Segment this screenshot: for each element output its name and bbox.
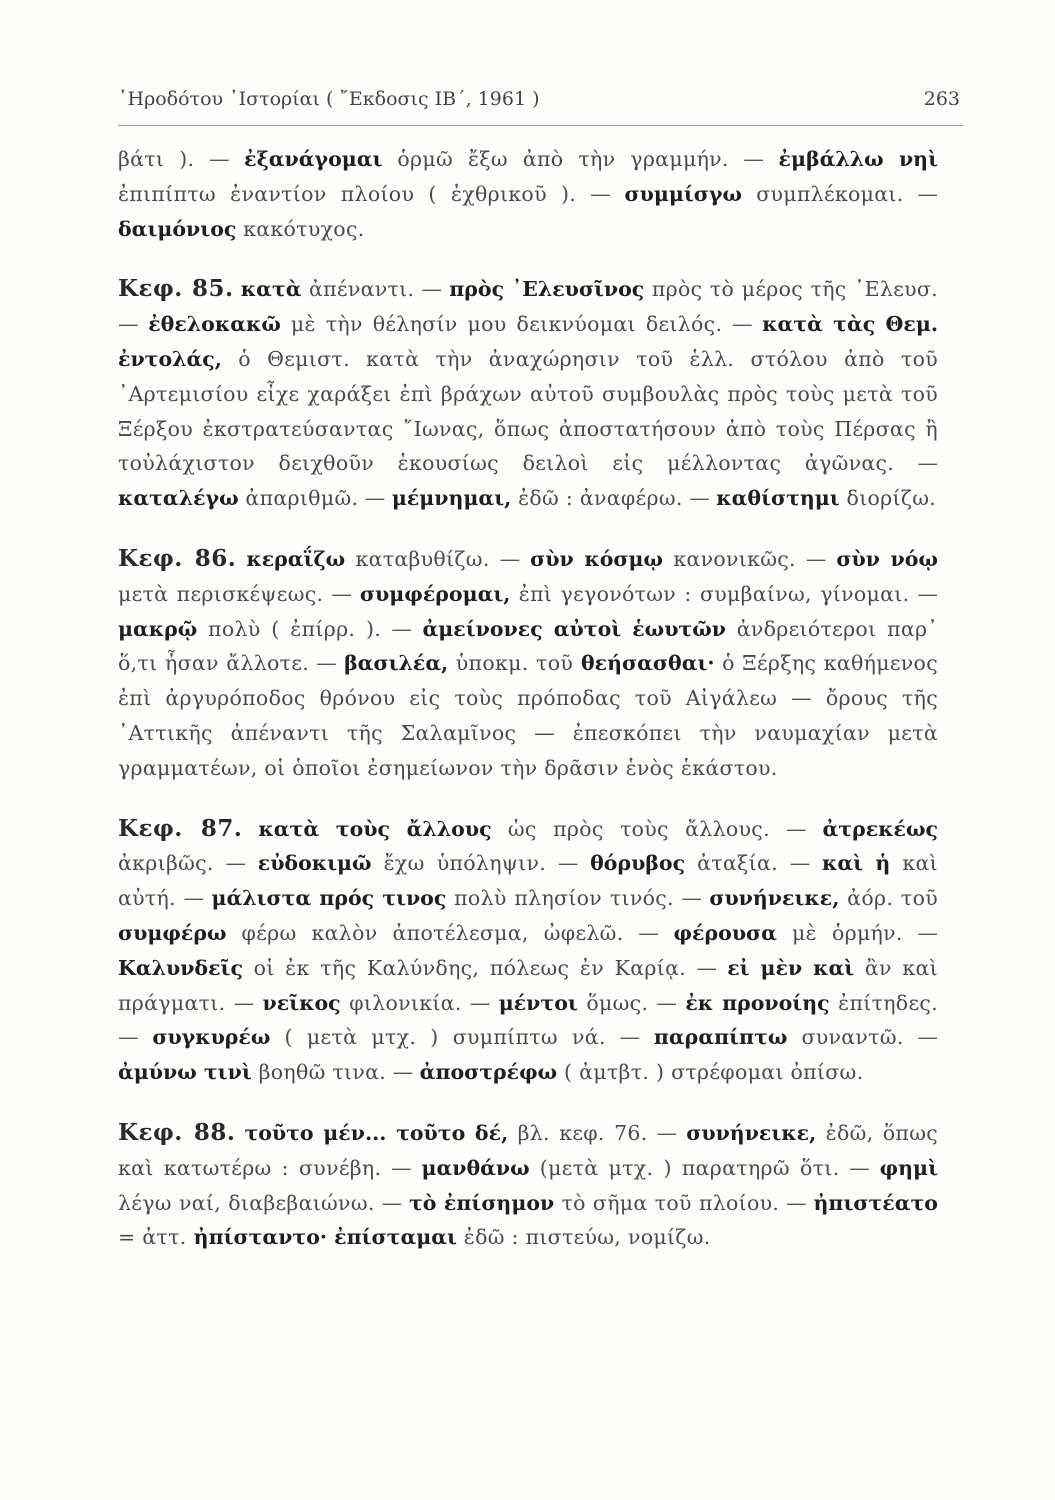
lemma-term: μανθάνω (421, 1155, 530, 1180)
entry-separator: — (722, 312, 763, 337)
gloss-text: ἐδῶ : ἀναφέρω. (511, 486, 683, 511)
chapter-label: Κεφ. 88. (118, 1118, 236, 1146)
gloss-text: ὁρμῶ ἔξω ἀπὸ τὴν γραμμήν. (382, 147, 729, 171)
entry-separator: — (309, 651, 345, 676)
lemma-term: μέμνημαι, (391, 486, 512, 511)
gloss-text: = ἀττ. (118, 1225, 187, 1250)
gloss-text: βλ. κεφ. 76. (508, 1120, 648, 1145)
lemma-term: κατὰ τοὺς ἄλλους (258, 816, 492, 841)
entry-separator: — (903, 1025, 938, 1050)
lemma-term: ἐμβάλλω νηὶ (778, 147, 938, 171)
lemma-term: ἀμείνονες αὐτοὶ ἑωυτῶν (422, 616, 726, 641)
lemma-term: φέρουσα (673, 920, 777, 945)
entry-separator: — (909, 581, 938, 606)
lemma-term: κατὰ (240, 277, 302, 302)
gloss-text: ὑποκμ. τοῦ (448, 651, 574, 676)
entry-separator: — (213, 851, 258, 876)
gloss-text: ἀπαριθμῶ. (238, 486, 359, 511)
lemma-term: συμφέρω (118, 920, 227, 945)
entry-separator: — (648, 990, 686, 1015)
gloss-text: μετὰ περισκέψεως. (118, 581, 324, 606)
lemma-term: τοῦτο μέν... τοῦτο δέ, (244, 1120, 509, 1145)
gloss-text: ἀπέναντι. (301, 277, 415, 302)
gloss-text: ὅμως. (577, 990, 649, 1015)
gloss-text: ἔχω ὑπόληψιν. (371, 851, 547, 876)
lemma-term: συμφέρομαι, (359, 581, 511, 606)
lemma-term: συνήνεικε, (709, 886, 840, 911)
gloss-text: ἂν καὶ πράγματι. (118, 955, 938, 1015)
lemma-term: εἰ μὲν καὶ (727, 955, 855, 980)
entry-separator: — (175, 886, 212, 911)
lemma-term: τὸ ἐπίσημον (408, 1190, 555, 1215)
gloss-text: ὁ Ξέρξης καθήμενος ἐπὶ ἀργυρόποδος θρόνου εἰς τοὺς πρόποδας τοῦ Αἰγάλεω — ὄρους τῆς ᾿Αττικῆς ἀπέναντι τῆς Σαλαμῖνος — ἐπεσκόπει τὴν ναυμαχίαν μετὰ γραμματέων, οἱ ὁποῖοι ἐσημείωνον τὴν δρᾶσιν ἑνὸς ἑκάστου. (118, 651, 938, 780)
gloss-text: οἱ ἐκ τῆς Καλύνδης, πόλεως ἐν Καρίᾳ. (242, 955, 687, 980)
lemma-term: κατὰ τὰς Θεμ. ἐντολάς, (118, 312, 938, 371)
entry-separator: — (414, 277, 450, 302)
entry-separator: — (682, 486, 717, 511)
lemma-term: μέντοι (498, 990, 578, 1015)
lemma-term: σὺν νόῳ (836, 546, 938, 571)
entry-separator: — (118, 312, 149, 337)
gloss-text: λέγω ναί, διαβεβαιώνω. (118, 1190, 375, 1215)
page-header (118, 88, 960, 118)
entry-separator: — (546, 851, 591, 876)
chapter-label: Κεφ. 86. (118, 544, 237, 572)
gloss-text: κανονικῶς. (663, 546, 796, 571)
entry-separator: — (386, 1060, 420, 1085)
entry-separator: — (839, 1155, 880, 1180)
gloss-text: διορίζω. (839, 486, 937, 511)
entry-separator: — (686, 955, 728, 980)
entry-separator: — (779, 1190, 814, 1215)
lemma-term: καθίστημι (716, 486, 840, 511)
gloss-text: φέρω καλὸν ἀποτέλεσμα, ὠφελῶ. (226, 920, 624, 945)
entry-separator: — (902, 920, 938, 945)
lemma-term: ἐπίσταμαι (327, 1225, 457, 1250)
chapter-label: Κεφ. 85. (118, 275, 234, 303)
lemma-term: πρὸς ᾿Ελευσῖνος (449, 277, 645, 302)
entry-separator: — (795, 546, 837, 571)
entry-separator: — (605, 1025, 654, 1050)
lemma-term: εὐδοκιμῶ (257, 851, 372, 876)
lemma-term: βασιλέα, (344, 651, 449, 676)
entry-separator: — (461, 990, 499, 1015)
lemma-term: δαιμόνιος (118, 216, 237, 241)
entry-separator: — (903, 181, 938, 206)
gloss-text: ἀνδρειότεροι παρ᾿ ὅ,τι ἦσαν ἄλλοτε. (118, 616, 938, 676)
entry-separator: — (489, 546, 531, 571)
gloss-text: πολὺ ( ἐπίρρ. ). (197, 616, 382, 641)
lemma-term: ἐξανάγομαι (244, 147, 383, 171)
lemma-term: συνήνεικε, (686, 1120, 817, 1145)
lemma-term: θεήσασθαι· (573, 651, 715, 676)
entry-separator: — (381, 1155, 422, 1180)
gloss-text: ἐδῶ, ὅπως καὶ κατωτέρω : συνέβη. (118, 1120, 939, 1180)
lemma-term: καὶ ἡ (821, 851, 891, 876)
lemma-term: κεραΐζω (246, 546, 346, 571)
gloss-text: ἀκριβῶς. (118, 851, 214, 876)
lemma-term: φημὶ (879, 1155, 938, 1180)
chapter-label: Κεφ. 87. (118, 814, 243, 842)
gloss-text: καταβυθίζω. (345, 546, 490, 571)
lemma-term: καταλέγω (118, 486, 239, 511)
lemma-term: ἀτρεκέως (822, 816, 938, 841)
entry-separator: — (323, 581, 360, 606)
gloss-text: βοηθῶ τινα. (251, 1060, 387, 1085)
entry-separator: — (194, 147, 245, 171)
gloss-text: ὁ Θεμιστ. κατὰ τὴν ἀναχώρησιν τοῦ ἑλλ. στόλου ἀπὸ τοῦ ᾿Αρτεμισίου εἶχε χαράξει ἐπὶ βράχων αὐτοῦ συμβουλὰς πρὸς τοὺς μετὰ τοῦ Ξέρξου ἐκστρατεύσαντας ῎Ιωνας, ὅπως ἀποστατήσουν ἀπὸ τοὺς Πέρσας ἢ τοὐλάχιστον δειχθοῦν ἑκουσίως δειλοὶ εἰς μέλλοντας ἀγῶνας. (118, 346, 938, 476)
entry-separator: — (118, 1025, 153, 1050)
lemma-term: Καλυνδεῖς (118, 955, 243, 980)
gloss-text: καὶ αὐτή. (118, 851, 938, 911)
gloss-text: φιλονικία. (340, 990, 462, 1015)
gloss-text: ὡς πρὸς τοὺς ἄλλους. (491, 816, 770, 841)
page-number: 263 (923, 88, 960, 110)
entry-separator: — (225, 990, 263, 1015)
entry-separator: — (728, 147, 779, 171)
lemma-term: ἀμύνω τινὶ (118, 1060, 252, 1085)
gloss-text: ἐπὶ γεγονότων : συμβαίνω, γίνομαι. (510, 581, 910, 606)
lemma-term: νεῖκος (262, 990, 341, 1015)
gloss-text: ἀόρ. τοῦ (839, 886, 938, 911)
paragraph-p87 (118, 812, 938, 1090)
gloss-text: βάτι ). (118, 147, 195, 171)
entry-separator: — (381, 616, 423, 641)
gloss-text: συμπλέκομαι. (741, 181, 904, 206)
paragraph-p88 (118, 1116, 938, 1255)
gloss-text: τὸ σῆμα τοῦ πλοίου. (554, 1190, 780, 1215)
gloss-text: ἐπίτηδες. (829, 990, 938, 1015)
header-rule (118, 125, 963, 126)
gloss-text: ( μετὰ μτχ. ) συμπίπτω νά. (270, 1025, 606, 1050)
gloss-text: ἐδῶ : πιστεύω, νομίζω. (456, 1225, 711, 1250)
lemma-term: μακρῷ (118, 616, 198, 641)
paragraph-p86 (118, 542, 938, 786)
lemma-term: σὺν κόσμῳ (530, 546, 664, 571)
entry-separator: — (576, 181, 625, 206)
entry-separator: — (647, 1120, 687, 1145)
gloss-text: (μετὰ μτχ. ) παρατηρῶ ὅτι. (529, 1155, 840, 1180)
gloss-text: συναντῶ. (787, 1025, 904, 1050)
lemma-term: συμμίσγω (624, 181, 742, 206)
lemma-term: παραπίπτω (653, 1025, 788, 1050)
lemma-term: συγκυρέω (152, 1025, 271, 1050)
gloss-text: ἀταξία. (685, 851, 778, 876)
lemma-term: ἠπίσταντο· (186, 1225, 328, 1250)
entry-separator: — (623, 920, 674, 945)
gloss-text: μὲ ὁρμήν. (776, 920, 903, 945)
paragraph-p84 (118, 142, 938, 246)
running-head: ῾Ηροδότου ῾Ιστορίαι ( ῎Εκδοσις ΙΒ΄, 1961 ) (118, 88, 540, 110)
gloss-text: ἐπιπίπτω ἐναντίον πλοίου ( ἐχθρικοῦ ). (118, 181, 577, 206)
gloss-text: ( ἀμτβτ. ) στρέφομαι ὀπίσω. (557, 1060, 864, 1085)
lemma-term: θόρυβος (590, 851, 686, 876)
gloss-text: μὲ τὴν θέλησίν μου δεικνύομαι δειλός. (280, 312, 723, 337)
entry-separator: — (894, 451, 938, 476)
entry-separator: — (769, 816, 823, 841)
lemma-term: ἐκ προνοίης (685, 990, 830, 1015)
entry-separator: — (673, 886, 710, 911)
entry-separator: — (777, 851, 822, 876)
lemma-term: ἀποστρέφω (419, 1060, 558, 1085)
lemma-term: μάλιστα πρός τινος (211, 886, 447, 911)
gloss-text: κακότυχος. (236, 216, 365, 241)
lemma-term: ἠπιστέατο (813, 1190, 938, 1215)
gloss-text: πρὸς τὸ μέρος τῆς ᾿Ελευσ. (644, 277, 938, 302)
paragraph-p85 (118, 272, 938, 516)
gloss-text: πολὺ πλησίον τινός. (446, 886, 674, 911)
commentary-body (118, 142, 938, 1255)
entry-separator: — (374, 1190, 409, 1215)
entry-separator: — (358, 486, 392, 511)
lemma-term: ἐθελοκακῶ (148, 312, 281, 337)
